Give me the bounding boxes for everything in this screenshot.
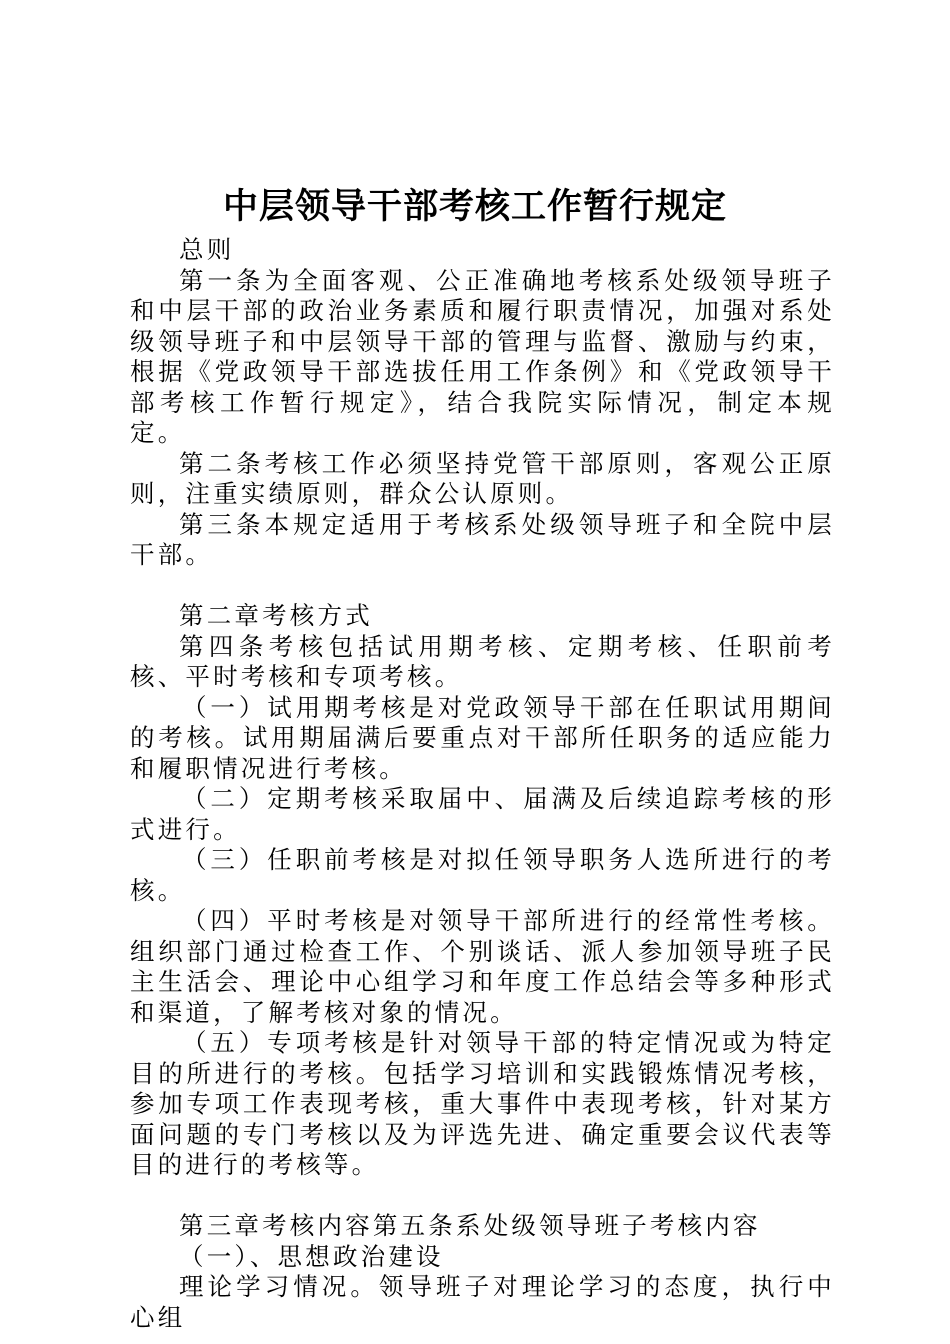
article-1-paragraph: 第一条为全面客观、公正准确地考核系处级领导班子和中层干部的政治业务素质和履行职责情况，加强对系处级领导班子和中层领导干部的管理与监督、激励与约束，根据《党政领导干部选拔任用工作条例》和《党政领导干部考核工作暂行规定》，结合我院实际情况，制定本规定。 [130, 265, 835, 447]
item-5-paragraph: （五）专项考核是针对领导干部的特定情况或为特定目的所进行的考核。包括学习培训和实践锻炼情况考核，参加专项工作表现考核，重大事件中表现考核，针对某方面问题的专门考核以及为评选先进、确定重要会议代表等目的进行的考核等。 [130, 1028, 835, 1179]
article-3-paragraph: 第三条本规定适用于考核系处级领导班子和全院中层干部。 [130, 509, 835, 569]
document-title: 中层领导干部考核工作暂行规定 [222, 186, 727, 227]
theory-study-paragraph: 理论学习情况。领导班子对理论学习的态度，执行中心组 [130, 1272, 835, 1332]
document-body [130, 235, 835, 1333]
item-4-paragraph: （四）平时考核是对领导干部所进行的经常性考核。组织部门通过检查工作、个别谈话、派人参加领导班子民主生活会、理论中心组学习和年度工作总结会等多种形式和渠道，了解考核对象的情况。 [130, 906, 835, 1027]
chapter-2-heading: 第二章考核方式 [179, 601, 373, 630]
item-3-paragraph: （三）任职前考核是对拟任领导职务人选所进行的考核。 [130, 845, 835, 905]
subsection-heading: （一）、思想政治建设 [179, 1241, 444, 1271]
paragraph-gap [130, 1181, 835, 1212]
item-1-paragraph: （一）试用期考核是对党政领导干部在任职试用期间的考核。试用期届满后要重点对干部所任职务的适应能力和履职情况进行考核。 [130, 692, 835, 783]
section-heading-general: 总则 [179, 235, 235, 264]
paragraph-gap [130, 571, 835, 602]
article-4-paragraph: 第四条考核包括试用期考核、定期考核、任职前考核、平时考核和专项考核。 [130, 631, 835, 691]
chapter-3-heading: 第三章考核内容第五条系处级领导班子考核内容 [179, 1211, 761, 1240]
item-2-paragraph: （二）定期考核采取届中、届满及后续追踪考核的形式进行。 [130, 784, 835, 844]
article-2-paragraph: 第二条考核工作必须坚持党管干部原则，客观公正原则，注重实绩原则，群众公认原则。 [130, 448, 835, 508]
